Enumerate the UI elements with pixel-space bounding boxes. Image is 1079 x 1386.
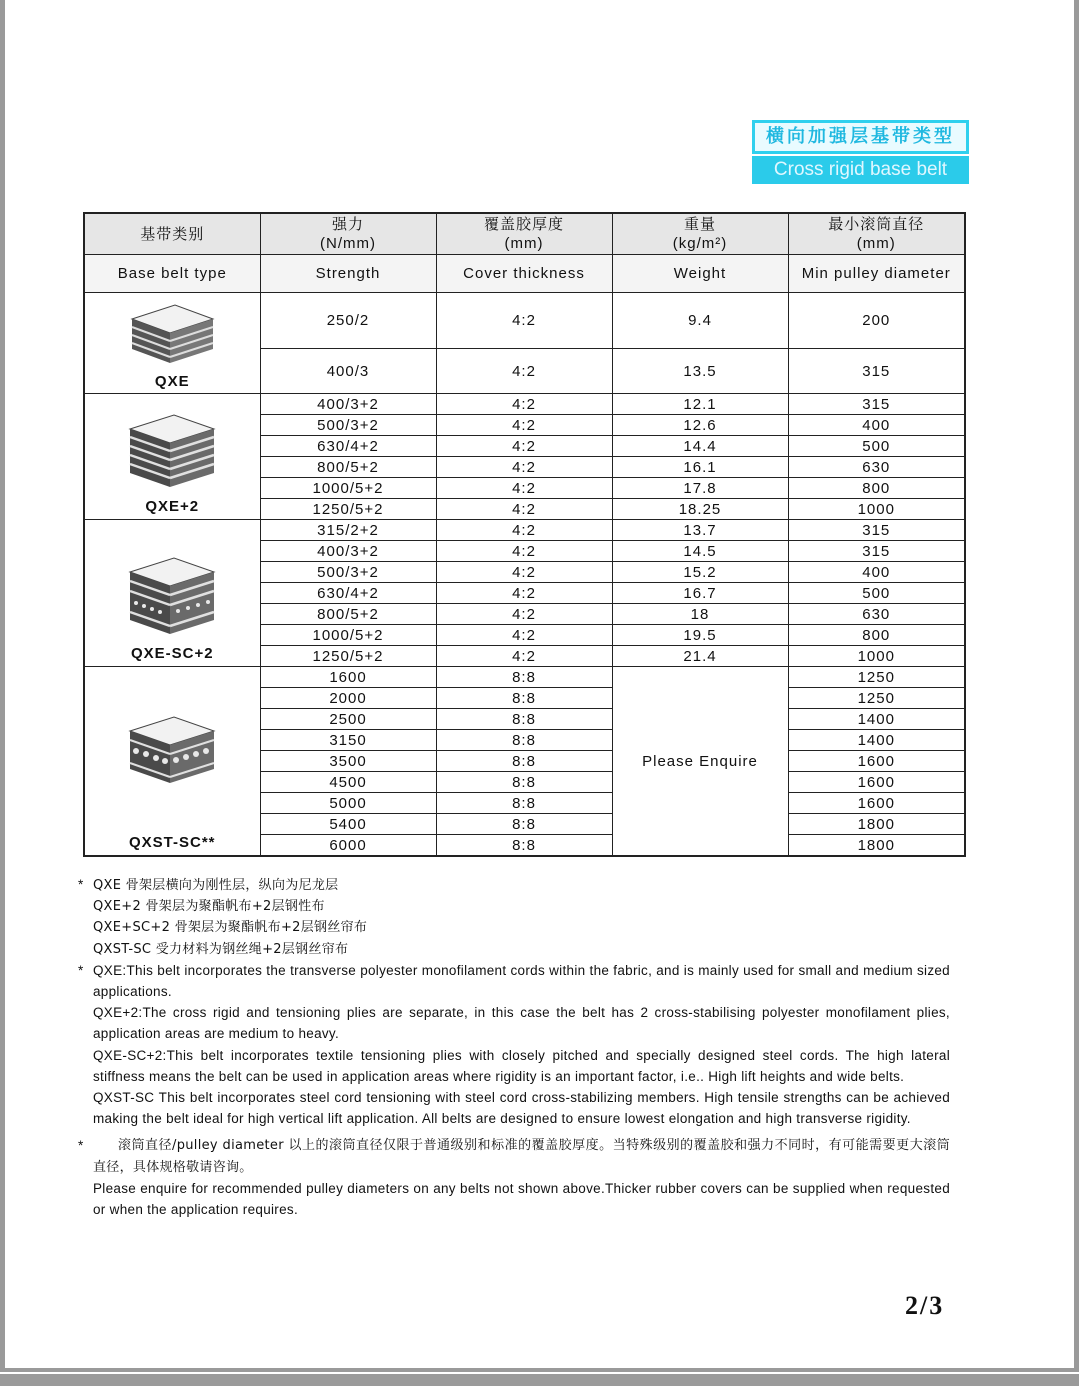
cell-strength: 630/4+2: [260, 583, 436, 604]
cell-weight: 12.6: [612, 415, 788, 436]
cell-strength: 5000: [260, 793, 436, 814]
cell-strength: 1250/5+2: [260, 646, 436, 667]
belt-type-label: QXE-SC+2: [130, 645, 214, 662]
cell-strength: 1250/5+2: [260, 499, 436, 520]
cell-pulley: 1250: [788, 667, 965, 688]
table-row: [84, 667, 965, 688]
cell-weight: 13.7: [612, 520, 788, 541]
cell-weight: 18: [612, 604, 788, 625]
section-title: [752, 120, 969, 184]
cell-weight: 16.1: [612, 457, 788, 478]
belt-type-label: QXE+2: [145, 498, 200, 515]
cell-cover: 8:8: [436, 814, 612, 835]
cell-pulley: 315: [788, 349, 965, 394]
cell-cover: 4:2: [436, 562, 612, 583]
belt-type-label: QXE: [154, 373, 190, 390]
cell-pulley: 800: [788, 478, 965, 499]
cell-cover: 4:2: [436, 604, 612, 625]
cell-cover: 8:8: [436, 751, 612, 772]
page-number: 2/3: [905, 1291, 945, 1320]
note-en-para: QXE+2:The cross rigid and tensioning plies are separate, in this case the belt has 2 cross-stabilising polyester monofilament plies, application areas are medium to heavy.: [93, 1005, 950, 1042]
cell-strength: 800/5+2: [260, 604, 436, 625]
cell-pulley: 1250: [788, 688, 965, 709]
cell-pulley: 1000: [788, 499, 965, 520]
belt-layers-icon: [126, 713, 218, 787]
cell-cover: 4:2: [436, 415, 612, 436]
header-en-cover: Cover thickness: [436, 255, 612, 293]
cell-strength: 6000: [260, 835, 436, 857]
header-row-cn: [84, 213, 965, 255]
note-en-para: QXE-SC+2:This belt incorporates textile tensioning plies with closely pitched and specially designed steel cords. The high lateral stiffness means the belt can be used in application areas where rigidity is an important factor, i.e.. High lift heights and wide belts.: [93, 1047, 950, 1084]
belt-type-qxe: [84, 293, 260, 394]
cell-strength: 5400: [260, 814, 436, 835]
cell-strength: 500/3+2: [260, 415, 436, 436]
cell-cover: 8:8: [436, 688, 612, 709]
cell-strength: 4500: [260, 772, 436, 793]
header-row-en: [84, 255, 965, 293]
belt-type-label: QXST-SC**: [128, 834, 216, 851]
title-cn: 横向加强层基带类型: [752, 120, 969, 154]
header-cn-cover: 覆盖胶厚度 (mm): [436, 213, 612, 255]
cell-pulley: 500: [788, 583, 965, 604]
note-en-para: * QXE:This belt incorporates the transverse polyester monofilament cords within the fabric, and is mainly used for small and medium sized applications.: [78, 960, 950, 1002]
cell-pulley: 1800: [788, 835, 965, 857]
header-cn-type: 基带类别: [84, 213, 260, 255]
note-pulley-en: Please enquire for recommended pulley diameters on any belts not shown above.Thicker rubber covers can be supplied when requested or when the application requires.: [93, 1180, 950, 1218]
cell-cover: 8:8: [436, 835, 612, 857]
right-frame-border: [1074, 0, 1079, 1386]
cell-weight: 9.4: [612, 293, 788, 349]
cell-pulley: 1800: [788, 814, 965, 835]
belt-spec-table: [83, 212, 966, 857]
cell-strength: 250/2: [260, 293, 436, 349]
cell-cover: 4:2: [436, 436, 612, 457]
cell-cover: 8:8: [436, 772, 612, 793]
table-row: [84, 394, 965, 415]
cell-pulley: 315: [788, 394, 965, 415]
cell-weight: 13.5: [612, 349, 788, 394]
belt-type-qxst-sc: [84, 667, 260, 857]
note-cn-line: QXE+2 骨架层为聚酯帆布+2层钢性布: [93, 899, 325, 915]
cell-weight: 12.1: [612, 394, 788, 415]
bottom-frame-line: [0, 1372, 1079, 1374]
header-en-pulley: Min pulley diameter: [788, 255, 965, 293]
cell-pulley: 630: [788, 457, 965, 478]
cell-weight: 14.5: [612, 541, 788, 562]
header-cn-weight: 重量 (kg/m²): [612, 213, 788, 255]
cell-pulley: 1600: [788, 793, 965, 814]
note-star: *: [78, 1138, 84, 1154]
cell-cover: 4:2: [436, 583, 612, 604]
cell-cover: 8:8: [436, 730, 612, 751]
note-star: *: [78, 962, 84, 978]
cell-strength: 400/3+2: [260, 394, 436, 415]
bottom-frame-border: [0, 1368, 1079, 1386]
cell-pulley: 315: [788, 520, 965, 541]
cell-cover: 4:2: [436, 541, 612, 562]
belt-layers-icon: [126, 554, 218, 638]
cell-cover: 8:8: [436, 793, 612, 814]
cell-pulley: 500: [788, 436, 965, 457]
cell-strength: 630/4+2: [260, 436, 436, 457]
cell-strength: 400/3+2: [260, 541, 436, 562]
cell-weight: 16.7: [612, 583, 788, 604]
belt-layers-icon: [126, 411, 218, 491]
cell-cover: 4:2: [436, 349, 612, 394]
cell-cover: 4:2: [436, 478, 612, 499]
footnotes: [78, 874, 950, 1220]
belt-layers-icon: [127, 301, 217, 367]
cell-weight: 14.4: [612, 436, 788, 457]
cell-strength: 800/5+2: [260, 457, 436, 478]
cell-cover: 4:2: [436, 646, 612, 667]
table-row: [84, 293, 965, 349]
cell-cover: 4:2: [436, 520, 612, 541]
cell-pulley: 200: [788, 293, 965, 349]
cell-pulley: 1000: [788, 646, 965, 667]
cell-weight-enquire: Please Enquire: [612, 667, 788, 857]
cell-strength: 1000/5+2: [260, 478, 436, 499]
title-en: Cross rigid base belt: [752, 156, 969, 184]
cell-cover: 4:2: [436, 457, 612, 478]
cell-cover: 4:2: [436, 293, 612, 349]
cell-pulley: 1400: [788, 709, 965, 730]
cell-weight: 15.2: [612, 562, 788, 583]
cell-cover: 4:2: [436, 394, 612, 415]
cell-pulley: 1600: [788, 751, 965, 772]
cell-strength: 1000/5+2: [260, 625, 436, 646]
header-en-weight: Weight: [612, 255, 788, 293]
note-cn-line: QXST-SC 受力材料为钢丝绳+2层钢丝帘布: [93, 941, 349, 957]
cell-weight: 19.5: [612, 625, 788, 646]
header-en-type: Base belt type: [84, 255, 260, 293]
cell-cover: 8:8: [436, 709, 612, 730]
cell-strength: 2500: [260, 709, 436, 730]
cell-cover: 8:8: [436, 667, 612, 688]
note-star: *: [78, 877, 84, 892]
cell-strength: 315/2+2: [260, 520, 436, 541]
table-row: [84, 520, 965, 541]
cell-pulley: 1600: [788, 772, 965, 793]
cell-pulley: 1400: [788, 730, 965, 751]
cell-cover: 4:2: [436, 625, 612, 646]
cell-weight: 21.4: [612, 646, 788, 667]
cell-weight: 17.8: [612, 478, 788, 499]
cell-strength: 1600: [260, 667, 436, 688]
cell-strength: 2000: [260, 688, 436, 709]
cell-pulley: 630: [788, 604, 965, 625]
belt-type-qxe-plus-2: [84, 394, 260, 520]
cell-strength: 400/3: [260, 349, 436, 394]
header-en-strength: Strength: [260, 255, 436, 293]
note-cn-line: * QXE 骨架层横向为刚性层，纵向为尼龙层: [78, 874, 950, 896]
cell-strength: 3150: [260, 730, 436, 751]
note-en-para: QXST-SC This belt incorporates steel cord tensioning with steel cord cross-stabilizing members. High tensile strengths can be achieved making the belt ideal for high vertical lift application. All belts are designed to ensure lowest elongation and high transverse rigidity.: [93, 1090, 950, 1127]
cell-weight: 18.25: [612, 499, 788, 520]
cell-strength: 3500: [260, 751, 436, 772]
note-cn-line: QXE+SC+2 骨架层为聚酯帆布+2层钢丝帘布: [93, 920, 368, 936]
cell-strength: 500/3+2: [260, 562, 436, 583]
cell-pulley: 400: [788, 562, 965, 583]
cell-pulley: 800: [788, 625, 965, 646]
belt-type-qxe-sc-plus-2: [84, 520, 260, 667]
cell-pulley: 400: [788, 415, 965, 436]
cell-pulley: 315: [788, 541, 965, 562]
left-frame-border: [0, 0, 5, 1386]
header-cn-pulley: 最小滚筒直径 (mm): [788, 213, 965, 255]
header-cn-strength: 强力 (N/mm): [260, 213, 436, 255]
note-pulley-cn: * 滚筒直径/pulley diameter 以上的滚筒直径仅限于普通级别和标准的覆盖胶厚度。当特殊级别的覆盖胶和强力不同时，有可能需要更大滚筒直径，具体规格敬请咨询。: [78, 1135, 950, 1177]
cell-cover: 4:2: [436, 499, 612, 520]
